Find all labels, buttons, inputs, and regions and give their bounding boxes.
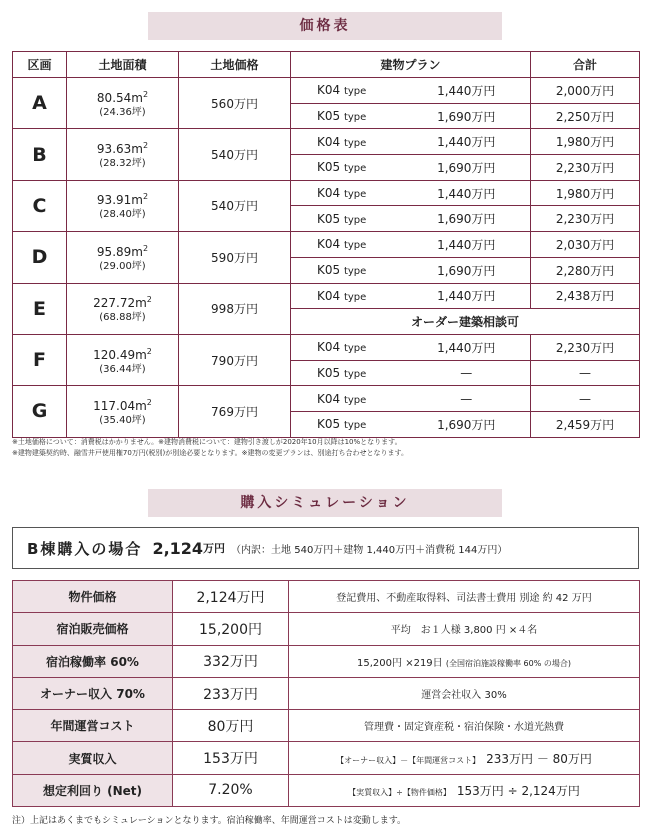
total-price: 1,980万円 [531, 129, 640, 155]
simulation-row [13, 613, 640, 645]
area-sqm: $80.54m^2$ [96, 89, 149, 105]
note-value: 管理費・固定資産税・宿泊保険・水道光熱費 [364, 722, 564, 734]
land-area [67, 334, 179, 385]
sim-value: 80万円 [173, 710, 289, 742]
simulation-row [13, 677, 640, 709]
area-tsubo: (35.40坪) [99, 414, 146, 426]
note-value: 登記費用、不動産取得料、司法書士費用 別途 約 42 万円 [336, 593, 592, 605]
block-id: G [13, 386, 67, 437]
price-table-title: 価格表 [148, 12, 502, 40]
header-land-area: 土地面積 [67, 52, 179, 78]
block-id: C [13, 180, 67, 231]
area-tsubo: (68.88坪) [99, 312, 146, 324]
simulation-footer: 注）上記はあくまでもシミュレーションとなります。宿泊稼働率、年間運営コストは変動します。 [12, 816, 407, 826]
land-price: 590万円 [179, 232, 291, 283]
price-row [13, 386, 640, 412]
plan-type: K04 type [291, 386, 403, 412]
plan-type: K05 type [291, 360, 403, 386]
building-price: 1,690万円 [403, 411, 531, 437]
land-area [67, 129, 179, 180]
consult-note: オーダー建築相談可 [291, 309, 640, 335]
total-price: 2,230万円 [531, 155, 640, 181]
plan-type: K05 type [291, 257, 403, 283]
note-formula: 【実質収入】÷【物件価格】 [348, 787, 447, 797]
plan-type: K04 type [291, 78, 403, 104]
land-area [67, 78, 179, 129]
area-sqm: $93.63m^2$ [96, 141, 149, 157]
sim-note [289, 677, 640, 709]
area-sqm: $95.89m^2$ [96, 243, 149, 259]
sim-value: 332万円 [173, 645, 289, 677]
area-tsubo: (28.40坪) [99, 209, 146, 221]
sim-note [289, 645, 640, 677]
sim-key: 宿泊販売価格 [13, 613, 173, 645]
building-price: 1,690万円 [403, 155, 531, 181]
plan-type: K04 type [291, 180, 403, 206]
block-id: F [13, 334, 67, 385]
area-tsubo: (36.44坪) [99, 363, 146, 375]
land-price: 540万円 [179, 180, 291, 231]
note-formula: 【オーナー収入】－【年間運営コスト】 [336, 755, 477, 765]
land-area [67, 232, 179, 283]
price-table [12, 51, 640, 438]
price-table-header [13, 52, 640, 78]
land-price: 998万円 [179, 283, 291, 334]
sim-note [289, 742, 640, 774]
note-line: ※建物建築契約時、融雪井戸使用権70万円(税別)が別途必要となります。※建物の変更プランは、別途打ち合わせとなります。 [12, 449, 408, 457]
plan-type: K04 type [291, 283, 403, 309]
area-tsubo: (24.36坪) [99, 106, 146, 118]
land-price: 560万円 [179, 78, 291, 129]
building-price: 1,690万円 [403, 257, 531, 283]
purchase-summary [12, 527, 639, 569]
land-price: 769万円 [179, 386, 291, 437]
land-price: 790万円 [179, 334, 291, 385]
summary-label: B棟購入の場合 [27, 539, 143, 558]
building-price: 1,440万円 [403, 232, 531, 258]
simulation-title: 購入シミュレーション [148, 489, 502, 517]
sim-value: 153万円 [173, 742, 289, 774]
total-price: 2,000万円 [531, 78, 640, 104]
header-land-price: 土地価格 [179, 52, 291, 78]
price-row [13, 78, 640, 104]
block-id: D [13, 232, 67, 283]
simulation-row [13, 774, 640, 806]
total-price: 2,438万円 [531, 283, 640, 309]
total-price: 1,980万円 [531, 180, 640, 206]
total-price: 2,280万円 [531, 257, 640, 283]
price-row [13, 180, 640, 206]
plan-type: K05 type [291, 155, 403, 181]
sim-value: 2,124万円 [173, 581, 289, 613]
price-row [13, 283, 640, 309]
block-id: B [13, 129, 67, 180]
building-price: — [403, 360, 531, 386]
plan-type: K05 type [291, 411, 403, 437]
building-price: 1,690万円 [403, 206, 531, 232]
total-price: 2,230万円 [531, 206, 640, 232]
building-price: 1,440万円 [403, 180, 531, 206]
sim-key: 物件価格 [13, 581, 173, 613]
building-price: 1,690万円 [403, 103, 531, 129]
area-tsubo: (29.00坪) [99, 260, 146, 272]
plan-type: K04 type [291, 129, 403, 155]
price-row [13, 232, 640, 258]
building-price: 1,440万円 [403, 129, 531, 155]
area-sqm: $117.04m^2$ [93, 397, 152, 413]
sim-key: オーナー収入 70% [13, 677, 173, 709]
block-id: A [13, 78, 67, 129]
land-area [67, 180, 179, 231]
total-price: — [531, 386, 640, 412]
land-area [67, 386, 179, 437]
summary-detail: （内訳：土地 540万円＋建物 1,440万円＋消費税 144万円） [231, 544, 508, 556]
sim-key: 実質収入 [13, 742, 173, 774]
price-notes [12, 437, 642, 459]
note-formula: (全国宿泊施設稼働率 60% の場合) [445, 658, 571, 668]
header-building-plan: 建物プラン [291, 52, 531, 78]
header-block: 区画 [13, 52, 67, 78]
sim-note [289, 613, 640, 645]
building-price: 1,440万円 [403, 78, 531, 104]
summary-unit: 万円 [203, 542, 226, 555]
sim-key: 宿泊稼働率 60% [13, 645, 173, 677]
building-price: 1,440万円 [403, 283, 531, 309]
price-row [13, 129, 640, 155]
building-price: 1,440万円 [403, 334, 531, 360]
price-row [13, 334, 640, 360]
note-value: 平均 お１人様 3,800 円 ×４名 [390, 625, 538, 637]
plan-type: K04 type [291, 334, 403, 360]
area-tsubo: (28.32坪) [99, 158, 146, 170]
sim-key: 年間運営コスト [13, 710, 173, 742]
simulation-row [13, 742, 640, 774]
area-sqm: $227.72m^2$ [93, 295, 152, 311]
simulation-table [12, 580, 640, 807]
land-area [67, 283, 179, 334]
total-price: 2,250万円 [531, 103, 640, 129]
plan-type: K05 type [291, 206, 403, 232]
sim-key: 想定利回り (Net) [13, 774, 173, 806]
sim-value: 233万円 [173, 677, 289, 709]
sim-note [289, 710, 640, 742]
note-value: 153万円 ÷ 2,124万円 [456, 783, 580, 798]
sim-note [289, 581, 640, 613]
area-sqm: $93.91m^2$ [96, 192, 149, 208]
summary-amount: 2,124 [152, 538, 204, 558]
simulation-row [13, 710, 640, 742]
header-total: 合計 [531, 52, 640, 78]
sim-value: 15,200円 [173, 613, 289, 645]
building-price: — [403, 386, 531, 412]
note-value: 15,200円 ×219日 [357, 657, 443, 669]
plan-type: K05 type [291, 103, 403, 129]
block-id: E [13, 283, 67, 334]
total-price: 2,459万円 [531, 411, 640, 437]
total-price: 2,230万円 [531, 334, 640, 360]
note-value: 233万円 － 80万円 [486, 751, 592, 766]
area-sqm: $120.49m^2$ [93, 346, 152, 362]
note-value: 運営会社収入 30% [421, 690, 507, 702]
sim-note [289, 774, 640, 806]
simulation-row [13, 581, 640, 613]
note-line: ※土地価格について：消費税はかかりません。※建物消費税について：建物引き渡しが2020年10月以降は10%となります。 [12, 438, 402, 446]
simulation-row [13, 645, 640, 677]
sim-value: 7.20% [173, 774, 289, 806]
total-price: — [531, 360, 640, 386]
plan-type: K04 type [291, 232, 403, 258]
total-price: 2,030万円 [531, 232, 640, 258]
land-price: 540万円 [179, 129, 291, 180]
